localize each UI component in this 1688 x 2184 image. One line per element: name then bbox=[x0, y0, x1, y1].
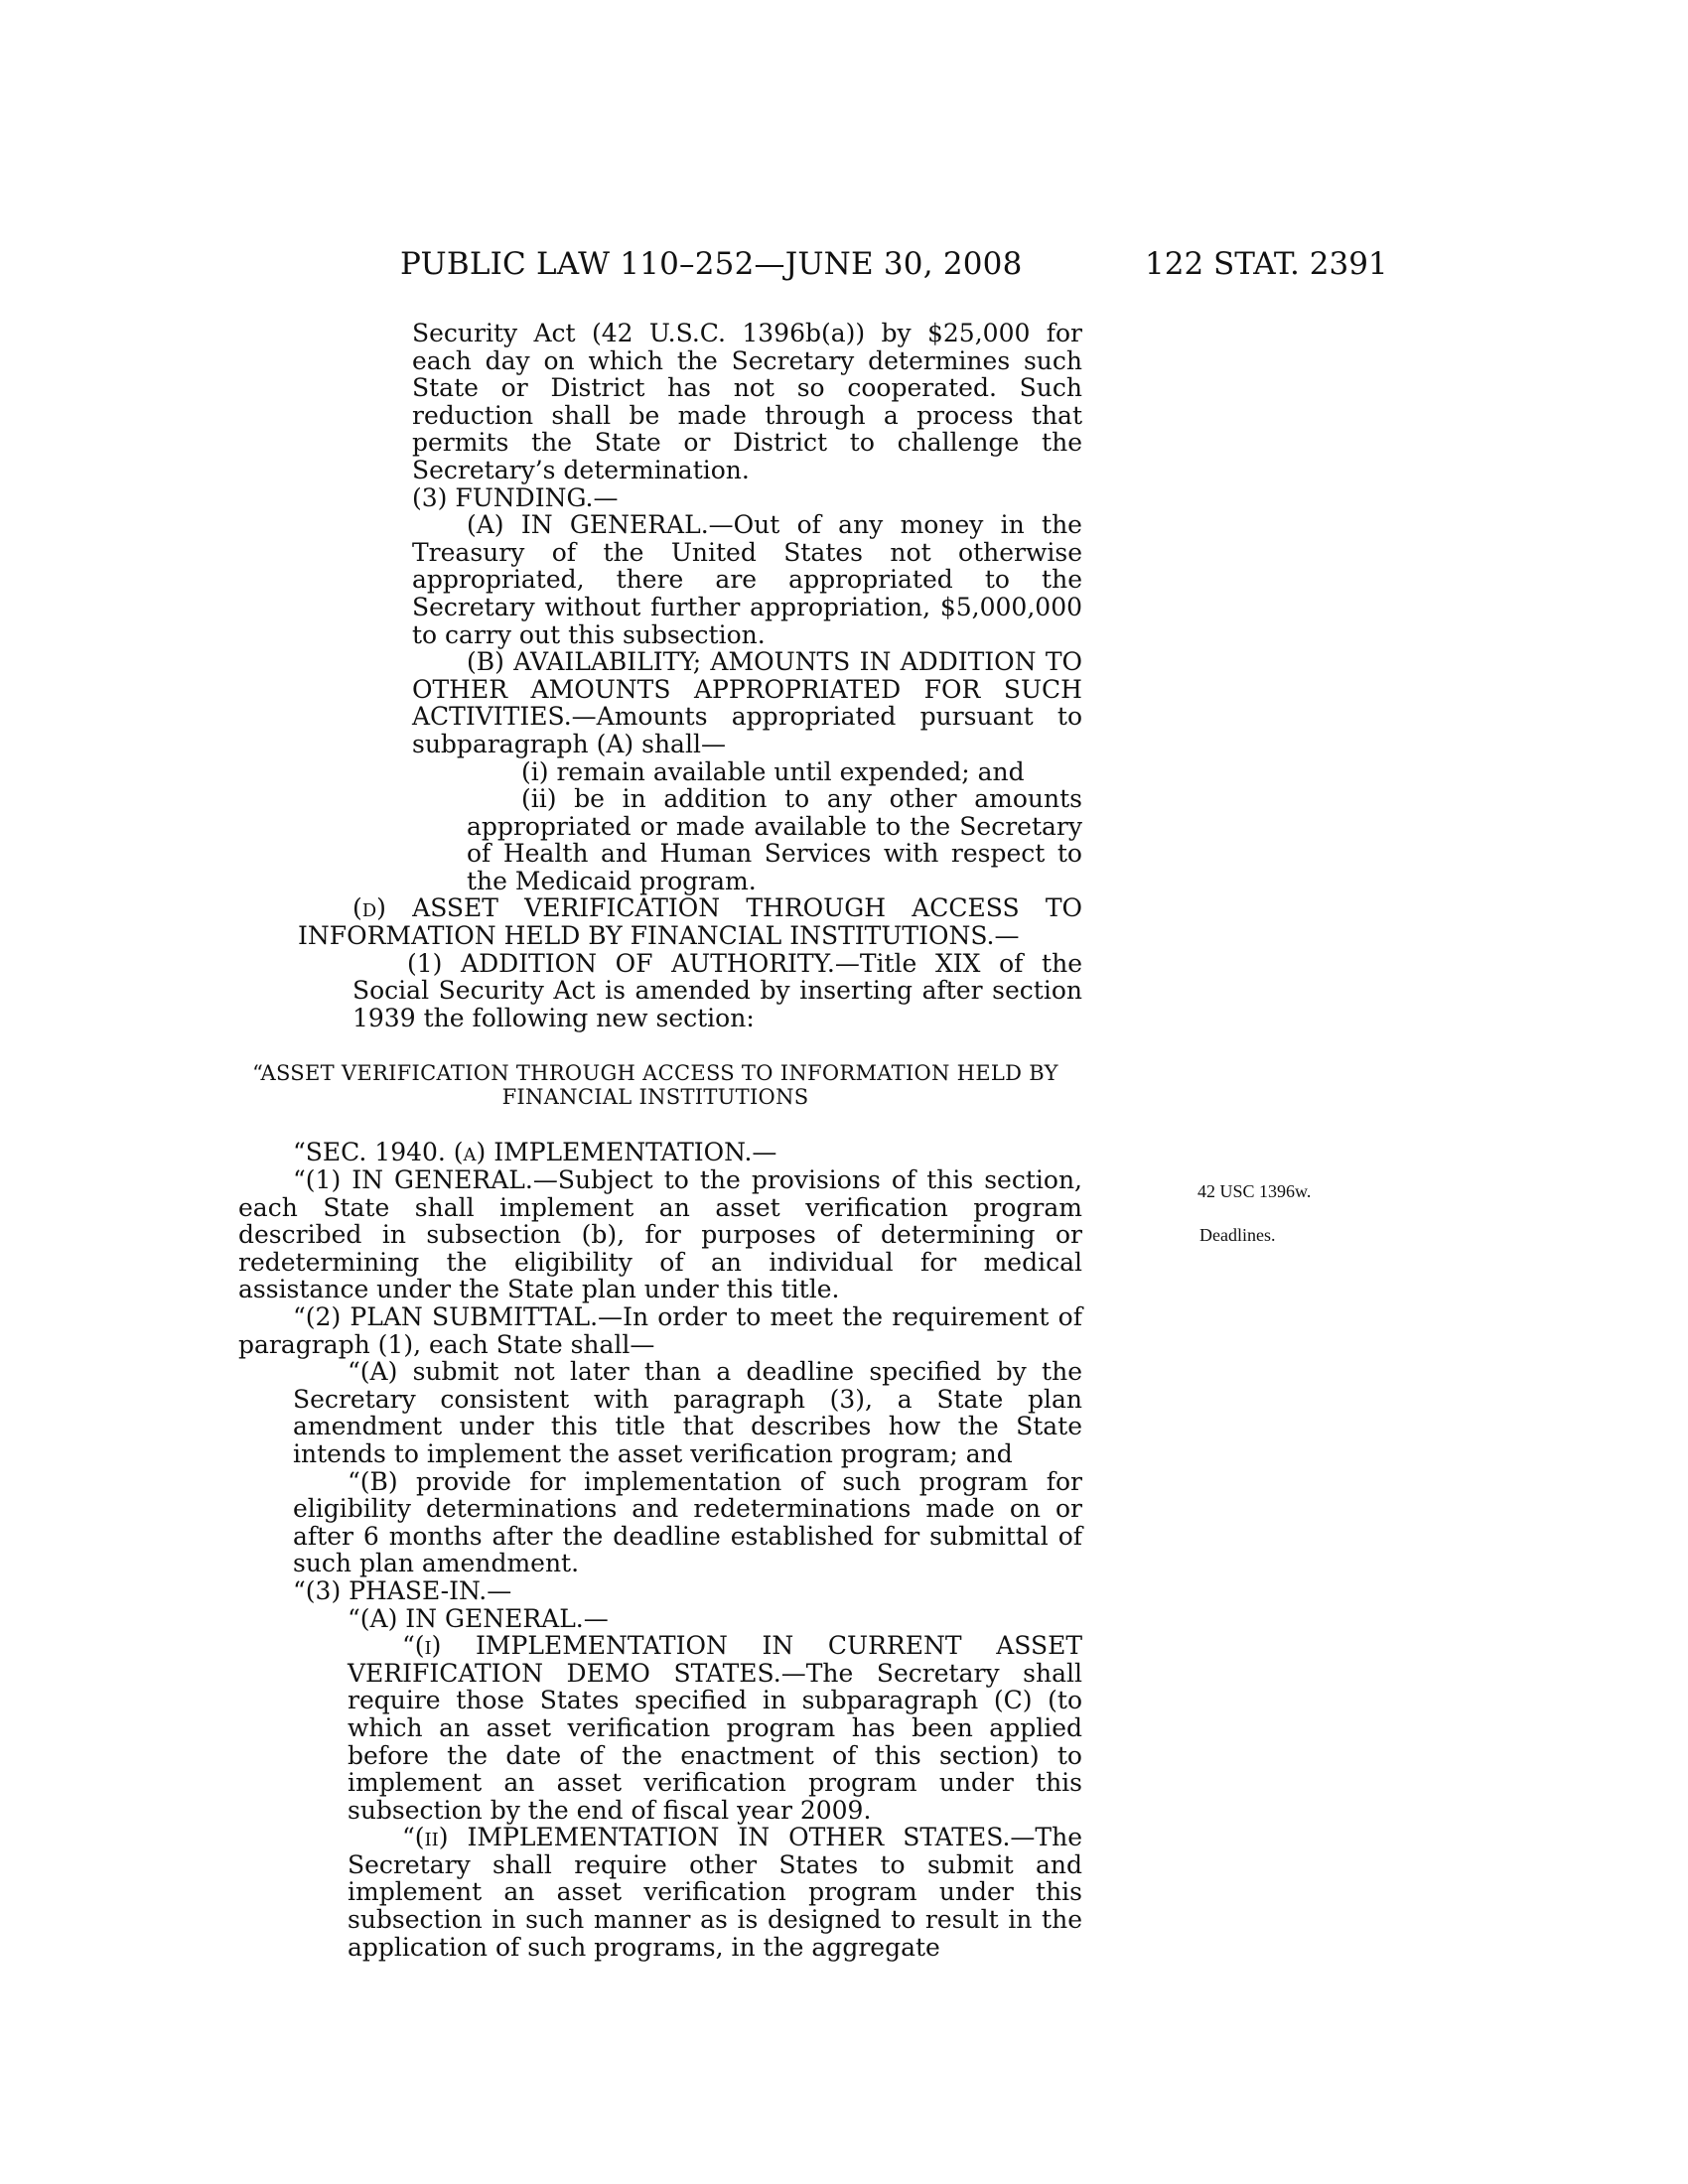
demo-states-text: The Secretary shall require those States specified in subparagraph (C) (to which an asset verification program has been applied before the date of the enactment of this section) to implement an asset verification program under this subsection by the end of fiscal year 2009. bbox=[348, 1658, 1082, 1825]
availability-text: Amounts appropriated pursuant to subparagraph (A) shall— bbox=[412, 702, 1082, 758]
phase-in-heading: “(3) PHASE-IN.— bbox=[293, 1575, 512, 1605]
funding-heading: (3) FUNDING.— bbox=[412, 482, 619, 512]
general-text: Out of any money in the Treasury of the United States not otherwise appropriated, there are appropriated to the Secretary without further appropriation, $5,000,000 to carry out this subsection. bbox=[412, 510, 1082, 649]
sidenote-deadlines: Deadlines. bbox=[1199, 1225, 1276, 1245]
general-heading: (A) IN GENERAL.— bbox=[467, 510, 734, 540]
section-title: “ASSET VERIFICATION THROUGH ACCESS TO INFORMATION HELD BY FINANCIAL INSTITUTIONS bbox=[252, 1061, 1058, 1110]
paragraph-other-states bbox=[348, 1824, 1082, 1961]
paragraph-security-act: Security Act (42 U.S.C. 1396b(a)) by $25,000 for each day on which the Secretary determines such State or District has not so cooperated. Such reduction shall be made through a process that permits the State or District to challenge the Secretary’s determination. bbox=[412, 319, 1082, 484]
paragraph-sec-1940 bbox=[238, 1139, 1082, 1166]
other-states-heading: “(ii) IMPLEMENTATION IN OTHER STATES.— bbox=[402, 1823, 1036, 1852]
sidenote-usc: 42 USC 1396w. bbox=[1197, 1181, 1312, 1201]
plan-submittal-heading: “(2) PLAN SUBMITTAL.— bbox=[293, 1302, 624, 1331]
paragraph-provide-b: “(B) provide for implementation of such program for eligibility determinations and redeterminations made on or after 6 months after the deadline established for submittal of such plan amendment. bbox=[293, 1466, 1082, 1578]
paragraph-asset-verification-heading bbox=[298, 894, 1082, 949]
header-title: PUBLIC LAW 110–252—JUNE 30, 2008 bbox=[400, 246, 1023, 282]
paragraph-submit-a: “(A) submit not later than a deadline specified by the Secretary consistent with paragraph (3), a State plan amendment under this title that describes how the State intends to implement the asset verification program; and bbox=[293, 1357, 1082, 1468]
availability-heading: (B) AVAILABILITY; AMOUNTS IN ADDITION TO OTHER AMOUNTS APPROPRIATED FOR SUCH ACTIVITIES.— bbox=[412, 647, 1082, 732]
paragraph-phase-in-general bbox=[348, 1605, 1082, 1633]
phase-in-general-heading: “(A) IN GENERAL.— bbox=[348, 1603, 609, 1633]
paragraph-funding-general bbox=[412, 511, 1082, 648]
authority-heading: (1) ADDITION OF AUTHORITY.— bbox=[407, 948, 860, 978]
paragraph-demo-states bbox=[348, 1632, 1082, 1824]
sec-1940-heading: “SEC. 1940. (a) IMPLEMENTATION.— bbox=[293, 1138, 777, 1167]
page-header bbox=[400, 246, 1393, 286]
document-body bbox=[238, 319, 1192, 1962]
other-states-text: The Secretary shall require other States to submit and implement an asset verification program under this subsection in such manner as is designed to result in the application of such programs, in the aggregate bbox=[348, 1823, 1082, 1962]
plan-submittal-text: In order to meet the requirement of paragraph (1), each State shall— bbox=[238, 1302, 1082, 1359]
paragraph-plan-submittal bbox=[238, 1303, 1082, 1358]
authority-text: Title XIX of the Social Security Act is amended by inserting after section 1939 the following new section: bbox=[352, 948, 1082, 1032]
paragraph-addition-of-authority bbox=[352, 950, 1082, 1032]
paragraph-in-general-1 bbox=[238, 1166, 1082, 1303]
in-general-text: Subject to the provisions of this section, each State shall implement an asset verification program described in subsection (b), for purposes of determining or redetermining the eligibility of an individual for medical assistance under the State plan under this title. bbox=[238, 1165, 1082, 1304]
paragraph-item-ii: (ii) be in addition to any other amounts appropriated or made available to the Secretary of Health and Human Services with respect to the Medicaid program. bbox=[467, 784, 1082, 895]
demo-states-heading: “(i) IMPLEMENTATION IN CURRENT ASSET VERIFICATION DEMO STATES.— bbox=[348, 1631, 1082, 1688]
paragraph-phase-in bbox=[293, 1577, 1082, 1605]
in-general-heading: “(1) IN GENERAL.— bbox=[293, 1165, 558, 1195]
paragraph-item-i: (i) remain available until expended; and bbox=[521, 756, 1025, 786]
header-page-number: 122 STAT. 2391 bbox=[1145, 246, 1388, 282]
paragraph-funding-heading bbox=[412, 484, 1082, 512]
paragraph-availability bbox=[412, 648, 1082, 757]
asset-verification-heading: (d) ASSET VERIFICATION THROUGH ACCESS TO INFORMATION HELD BY FINANCIAL INSTITUTIONS.— bbox=[298, 893, 1082, 951]
